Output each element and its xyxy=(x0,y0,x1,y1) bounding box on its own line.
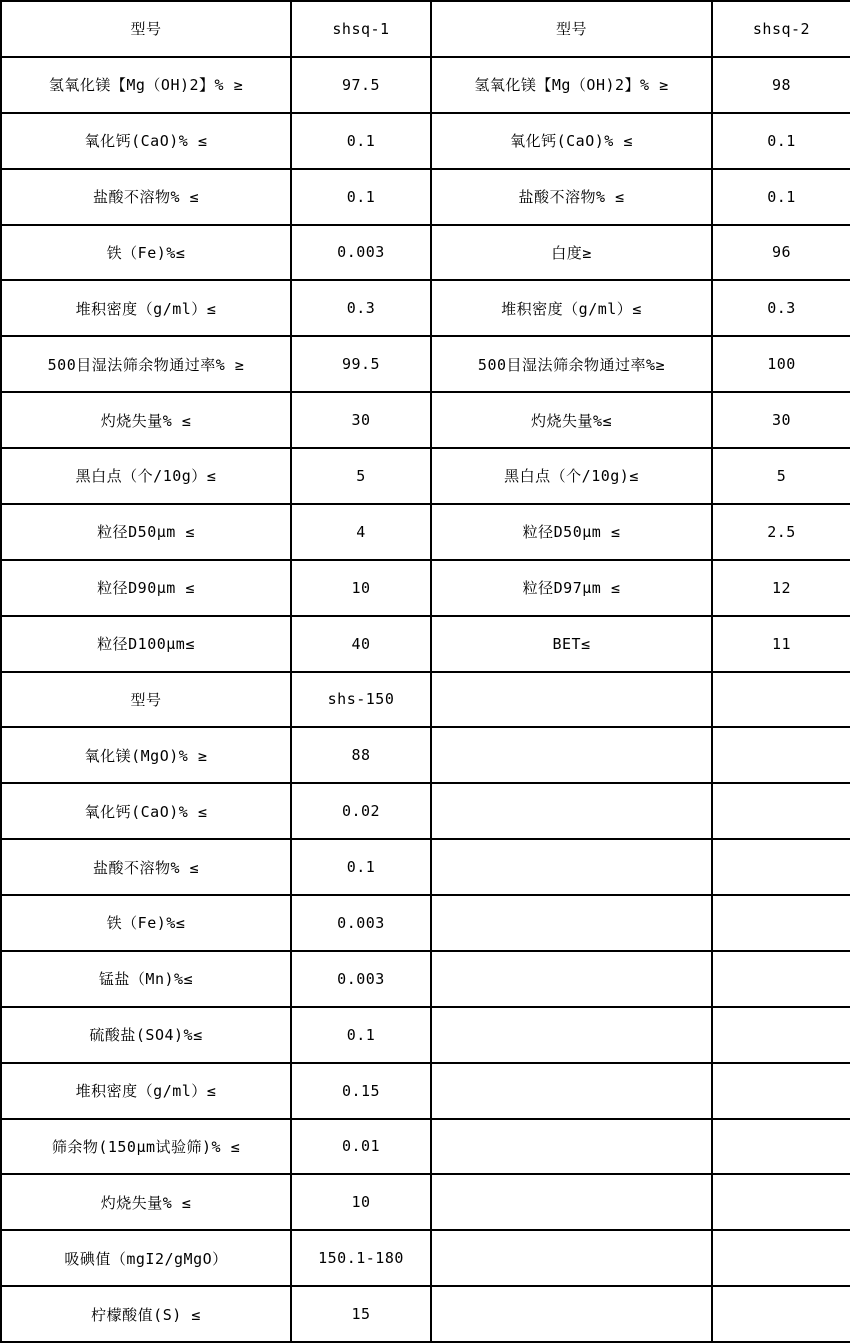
value-cell-left: 99.5 xyxy=(291,336,431,392)
table-row xyxy=(1,1063,850,1119)
table-row xyxy=(1,280,850,336)
param-cell-left: 粒径D100μm≤ xyxy=(1,616,291,672)
param-cell-left: 锰盐（Mn)%≤ xyxy=(1,951,291,1007)
value-cell-right: shsq-2 xyxy=(712,1,850,57)
value-cell-right: 12 xyxy=(712,560,850,616)
param-cell-right: 盐酸不溶物% ≤ xyxy=(431,169,712,225)
value-cell-right: 0.3 xyxy=(712,280,850,336)
param-cell-right xyxy=(431,1286,712,1342)
value-cell-right xyxy=(712,1230,850,1286)
param-cell-right xyxy=(431,1119,712,1175)
table-row xyxy=(1,1174,850,1230)
value-cell-right: 11 xyxy=(712,616,850,672)
value-cell-left: 150.1-180 xyxy=(291,1230,431,1286)
table-row xyxy=(1,1230,850,1286)
param-cell-left: 柠檬酸值(S) ≤ xyxy=(1,1286,291,1342)
value-cell-left: 10 xyxy=(291,1174,431,1230)
param-cell-left: 氧化钙(CaO)% ≤ xyxy=(1,113,291,169)
table-row xyxy=(1,336,850,392)
param-cell-left: 吸碘值（mgI2/gMgO） xyxy=(1,1230,291,1286)
param-cell-left: 筛余物(150μm试验筛)% ≤ xyxy=(1,1119,291,1175)
value-cell-right xyxy=(712,783,850,839)
value-cell-right: 100 xyxy=(712,336,850,392)
param-cell-right: 灼烧失量%≤ xyxy=(431,392,712,448)
param-cell-right: 堆积密度（g/ml）≤ xyxy=(431,280,712,336)
value-cell-right xyxy=(712,672,850,728)
value-cell-left: 10 xyxy=(291,560,431,616)
value-cell-right xyxy=(712,1063,850,1119)
value-cell-right: 98 xyxy=(712,57,850,113)
param-cell-right xyxy=(431,727,712,783)
value-cell-right: 0.1 xyxy=(712,169,850,225)
param-cell-right: BET≤ xyxy=(431,616,712,672)
value-cell-right xyxy=(712,895,850,951)
param-cell-right: 黑白点（个/10g)≤ xyxy=(431,448,712,504)
param-cell-right: 型号 xyxy=(431,1,712,57)
table-row xyxy=(1,504,850,560)
table-row xyxy=(1,57,850,113)
table-row xyxy=(1,1007,850,1063)
param-cell-left: 灼烧失量% ≤ xyxy=(1,1174,291,1230)
table-row xyxy=(1,113,850,169)
value-cell-left: 0.003 xyxy=(291,895,431,951)
value-cell-left: 0.1 xyxy=(291,839,431,895)
table-row xyxy=(1,783,850,839)
value-cell-left: 40 xyxy=(291,616,431,672)
param-cell-left: 堆积密度（g/ml）≤ xyxy=(1,1063,291,1119)
param-cell-left: 型号 xyxy=(1,1,291,57)
param-cell-right xyxy=(431,1063,712,1119)
table-row xyxy=(1,951,850,1007)
param-cell-right xyxy=(431,951,712,1007)
value-cell-left: 0.02 xyxy=(291,783,431,839)
table-row xyxy=(1,225,850,281)
param-cell-left: 粒径D50μm ≤ xyxy=(1,504,291,560)
value-cell-right xyxy=(712,1007,850,1063)
param-cell-left: 灼烧失量% ≤ xyxy=(1,392,291,448)
param-cell-left: 堆积密度（g/ml）≤ xyxy=(1,280,291,336)
param-cell-right: 白度≥ xyxy=(431,225,712,281)
param-cell-right xyxy=(431,783,712,839)
param-cell-right: 氧化钙(CaO)% ≤ xyxy=(431,113,712,169)
param-cell-left: 铁（Fe)%≤ xyxy=(1,895,291,951)
spec-table-body xyxy=(1,1,850,1342)
value-cell-left: 0.003 xyxy=(291,225,431,281)
value-cell-left: 0.15 xyxy=(291,1063,431,1119)
param-cell-right xyxy=(431,1230,712,1286)
value-cell-right: 2.5 xyxy=(712,504,850,560)
value-cell-right xyxy=(712,1286,850,1342)
param-cell-left: 氧化钙(CaO)% ≤ xyxy=(1,783,291,839)
param-cell-left: 氧化镁(MgO)% ≥ xyxy=(1,727,291,783)
param-cell-left: 铁（Fe)%≤ xyxy=(1,225,291,281)
table-row xyxy=(1,616,850,672)
param-cell-right xyxy=(431,839,712,895)
table-row xyxy=(1,1286,850,1342)
table-row xyxy=(1,727,850,783)
table-row xyxy=(1,672,850,728)
value-cell-left: shs-150 xyxy=(291,672,431,728)
value-cell-left: 0.01 xyxy=(291,1119,431,1175)
param-cell-left: 硫酸盐(SO4)%≤ xyxy=(1,1007,291,1063)
param-cell-left: 黑白点（个/10g）≤ xyxy=(1,448,291,504)
param-cell-left: 氢氧化镁【Mg（OH)2】% ≥ xyxy=(1,57,291,113)
value-cell-left: 0.1 xyxy=(291,113,431,169)
param-cell-right xyxy=(431,1174,712,1230)
value-cell-left: 5 xyxy=(291,448,431,504)
value-cell-right: 5 xyxy=(712,448,850,504)
table-row xyxy=(1,560,850,616)
value-cell-left: 0.1 xyxy=(291,169,431,225)
param-cell-right: 氢氧化镁【Mg（OH)2】% ≥ xyxy=(431,57,712,113)
value-cell-right xyxy=(712,1174,850,1230)
param-cell-left: 型号 xyxy=(1,672,291,728)
value-cell-left: 97.5 xyxy=(291,57,431,113)
value-cell-left: 15 xyxy=(291,1286,431,1342)
table-row xyxy=(1,448,850,504)
value-cell-right xyxy=(712,1119,850,1175)
param-cell-right: 粒径D50μm ≤ xyxy=(431,504,712,560)
value-cell-left: 0.3 xyxy=(291,280,431,336)
value-cell-right xyxy=(712,951,850,1007)
value-cell-left: 30 xyxy=(291,392,431,448)
value-cell-left: 0.003 xyxy=(291,951,431,1007)
param-cell-right: 粒径D97μm ≤ xyxy=(431,560,712,616)
param-cell-right xyxy=(431,1007,712,1063)
table-row xyxy=(1,895,850,951)
param-cell-left: 盐酸不溶物% ≤ xyxy=(1,169,291,225)
value-cell-right xyxy=(712,727,850,783)
table-row xyxy=(1,839,850,895)
value-cell-right: 0.1 xyxy=(712,113,850,169)
value-cell-left: 4 xyxy=(291,504,431,560)
value-cell-left: shsq-1 xyxy=(291,1,431,57)
param-cell-left: 粒径D90μm ≤ xyxy=(1,560,291,616)
table-row xyxy=(1,169,850,225)
param-cell-right xyxy=(431,672,712,728)
value-cell-left: 0.1 xyxy=(291,1007,431,1063)
value-cell-right: 30 xyxy=(712,392,850,448)
param-cell-left: 盐酸不溶物% ≤ xyxy=(1,839,291,895)
value-cell-right xyxy=(712,839,850,895)
param-cell-right xyxy=(431,895,712,951)
table-row xyxy=(1,1119,850,1175)
param-cell-left: 500目湿法筛余物通过率% ≥ xyxy=(1,336,291,392)
table-row xyxy=(1,392,850,448)
value-cell-left: 88 xyxy=(291,727,431,783)
param-cell-right: 500目湿法筛余物通过率%≥ xyxy=(431,336,712,392)
table-row xyxy=(1,1,850,57)
value-cell-right: 96 xyxy=(712,225,850,281)
